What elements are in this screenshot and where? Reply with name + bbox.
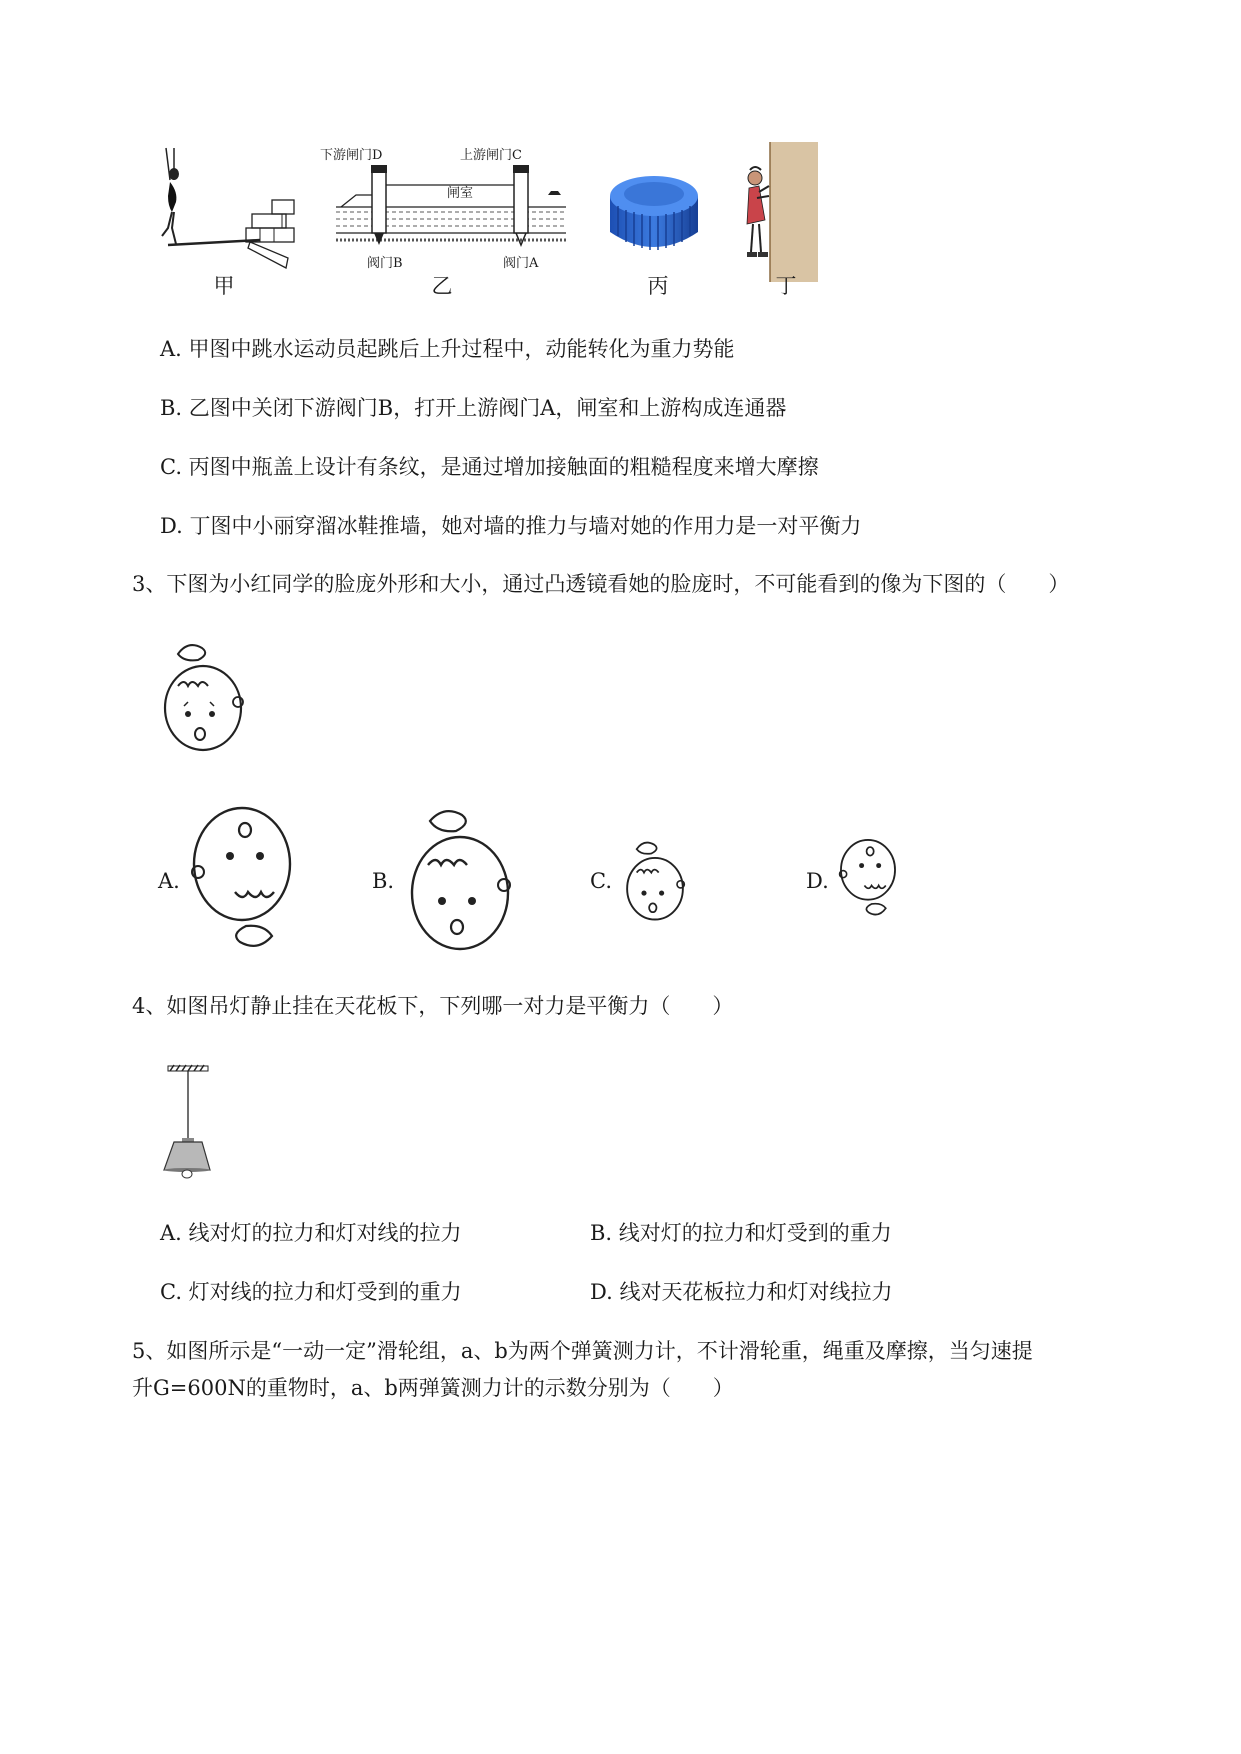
valve-a-label: 阀门A [503, 256, 539, 271]
q3-option-d-label: D. [806, 869, 829, 893]
q3-option-c-label: C. [590, 869, 612, 893]
q3-option-c-image [622, 836, 688, 926]
q3-option-b-image [404, 805, 516, 955]
bottle-cap-illustration [606, 170, 702, 256]
figure-caption-yi: 乙 [431, 274, 453, 298]
diver-illustration [150, 140, 300, 275]
q4-option-a: A. 线对灯的拉力和灯对线的拉力 [160, 1221, 462, 1245]
girl-pushing-wall-illustration [745, 140, 820, 285]
q4-option-b: B. 线对灯的拉力和灯受到的重力 [590, 1221, 892, 1245]
q2-option-c: C. 丙图中瓶盖上设计有条纹，是通过增加接触面的粗糙程度来增大摩擦 [160, 455, 819, 479]
q4-stem: 4、如图吊灯静止挂在天花板下，下列哪一对力是平衡力（ ） [132, 994, 734, 1018]
hanging-lamp-diagram [160, 1060, 216, 1180]
valve-b-label: 阀门B [367, 256, 403, 271]
q3-option-a-label: A. [158, 869, 180, 893]
q3-option-b-label: B. [372, 869, 395, 893]
q2-option-a: A. 甲图中跳水运动员起跳后上升过程中，动能转化为重力势能 [160, 337, 735, 361]
chamber-label: 闸室 [447, 186, 474, 201]
q4-option-c: C. 灯对线的拉力和灯受到的重力 [160, 1280, 462, 1304]
q3-option-d-image [836, 834, 900, 922]
q3-option-a-image [186, 802, 298, 952]
original-face-image [158, 640, 248, 755]
q2-option-d: D. 丁图中小丽穿溜冰鞋推墙，她对墙的推力与墙对她的作用力是一对平衡力 [160, 514, 862, 538]
downstream-gate-label: 下游闸门D [320, 148, 383, 163]
q5-stem-line1: 5、如图所示是“一动一定”滑轮组，a、b为两个弹簧测力计，不计滑轮重，绳重及摩擦，当匀速提 [132, 1339, 1033, 1363]
ship-lock-diagram [336, 165, 566, 255]
q5-stem-line2: 升G=600N的重物时，a、b两弹簧测力计的示数分别为（ ） [132, 1376, 734, 1400]
q3-stem: 3、下图为小红同学的脸庞外形和大小，通过凸透镜看她的脸庞时，不可能看到的像为下图的（ ） [132, 572, 1070, 596]
q2-option-b: B. 乙图中关闭下游阀门B，打开上游阀门A，闸室和上游构成连通器 [160, 396, 787, 420]
q4-option-d: D. 线对天花板拉力和灯对线拉力 [590, 1280, 893, 1304]
upstream-gate-label: 上游闸门C [460, 148, 522, 163]
figure-caption-ding: 丁 [775, 274, 797, 298]
figure-caption-bing: 丙 [647, 274, 669, 298]
figure-caption-jia: 甲 [213, 274, 235, 298]
